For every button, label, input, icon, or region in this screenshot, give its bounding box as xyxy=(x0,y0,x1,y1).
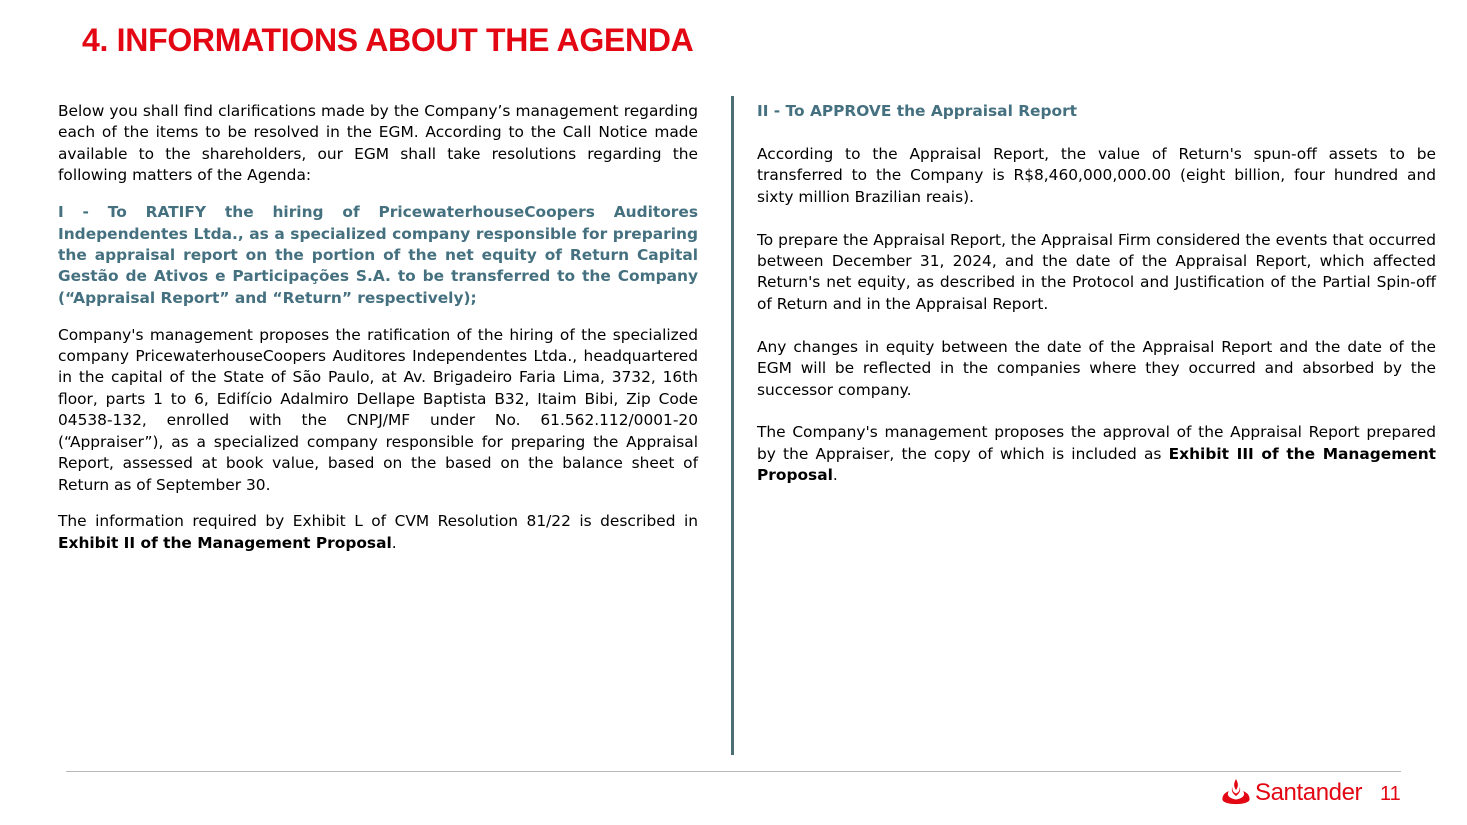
exhibit-iii-reference: Exhibit III of the Management Proposal xyxy=(757,444,1437,485)
approval-text-suffix: . xyxy=(832,466,838,485)
appraisal-value-paragraph: According to the Appraisal Report, the value of Return's spun-off assets to be transferred to the Company is R$8,460,000,000.00 (eight billion, four hundred and sixty million Brazilian reais). xyxy=(757,144,1436,206)
agenda-item-2-heading: II - To APPROVE the Appraisal Report xyxy=(757,102,1078,120)
agenda-item-1-heading: I - To RATIFY the hiring of PricewaterhouseCoopers Auditores Independentes Ltda., as a specialized company responsible for preparing the appraisal report on the portion of the net equity of Return Capital Gestão de Ativos e Participações S.A. to be transferred to the Company (“Appraisal Report” and “Return” respectively); xyxy=(58,203,698,307)
left-column xyxy=(58,101,698,570)
page-number: 11 xyxy=(1380,783,1401,805)
page-title: 4. INFORMATIONS ABOUT THE AGENDA xyxy=(82,22,694,58)
agenda-item-1-info xyxy=(58,511,698,554)
info-text-suffix: . xyxy=(391,533,397,552)
agenda-item-1-body: Company's management proposes the ratification of the hiring of the specialized company PricewaterhouseCoopers Auditores Independentes Ltda., headquartered in the capital of the State of São Paulo, at Av. Brigadeiro Faria Lima, 3732, 16th floor, parts 1 to 6, Edifício Adalmiro Dellape Baptista B32, Itaim Bibi, Zip Code 04538-132, enrolled with the CNPJ/MF under No. 61.562.112/0001-20 (“Appraiser”), as a specialized company responsible for preparing the Appraisal Report, assessed at book value, based on the based on the balance sheet of Return as of September 30. xyxy=(58,325,698,494)
approval-text-prefix: The Company's management proposes the approval of the Appraisal Report prepared by the Appraiser, the copy of which is included as xyxy=(757,423,1436,463)
approval-proposal-paragraph xyxy=(757,422,1436,486)
footer-rule xyxy=(66,771,1401,772)
santander-logo xyxy=(1221,777,1362,809)
column-divider xyxy=(731,96,734,755)
brand-name: Santander xyxy=(1255,779,1363,806)
right-column xyxy=(757,101,1436,508)
info-text-prefix: The information required by Exhibit L of CVM Resolution 81/22 is described in xyxy=(58,512,698,531)
exhibit-ii-reference: Exhibit II of the Management Proposal xyxy=(58,533,392,552)
santander-flame-icon xyxy=(1221,778,1251,808)
intro-paragraph: Below you shall find clarifications made by the Company’s management regarding each of the items to be resolved in the EGM. According to the Call Notice made available to the shareholders, our EGM shall take resolutions regarding the following matters of the Agenda: xyxy=(58,102,698,185)
equity-changes-paragraph: Any changes in equity between the date of the Appraisal Report and the date of the EGM will be reflected in the companies where they occurred and absorbed by the successor company. xyxy=(757,337,1436,399)
appraisal-events-paragraph: To prepare the Appraisal Report, the Appraisal Firm considered the events that occurred between December 31, 2024, and the date of the Appraisal Report, which affected Return's net equity, as described in the Protocol and Justification of the Partial Spin-off of Return and in the Appraisal Report. xyxy=(757,230,1436,313)
